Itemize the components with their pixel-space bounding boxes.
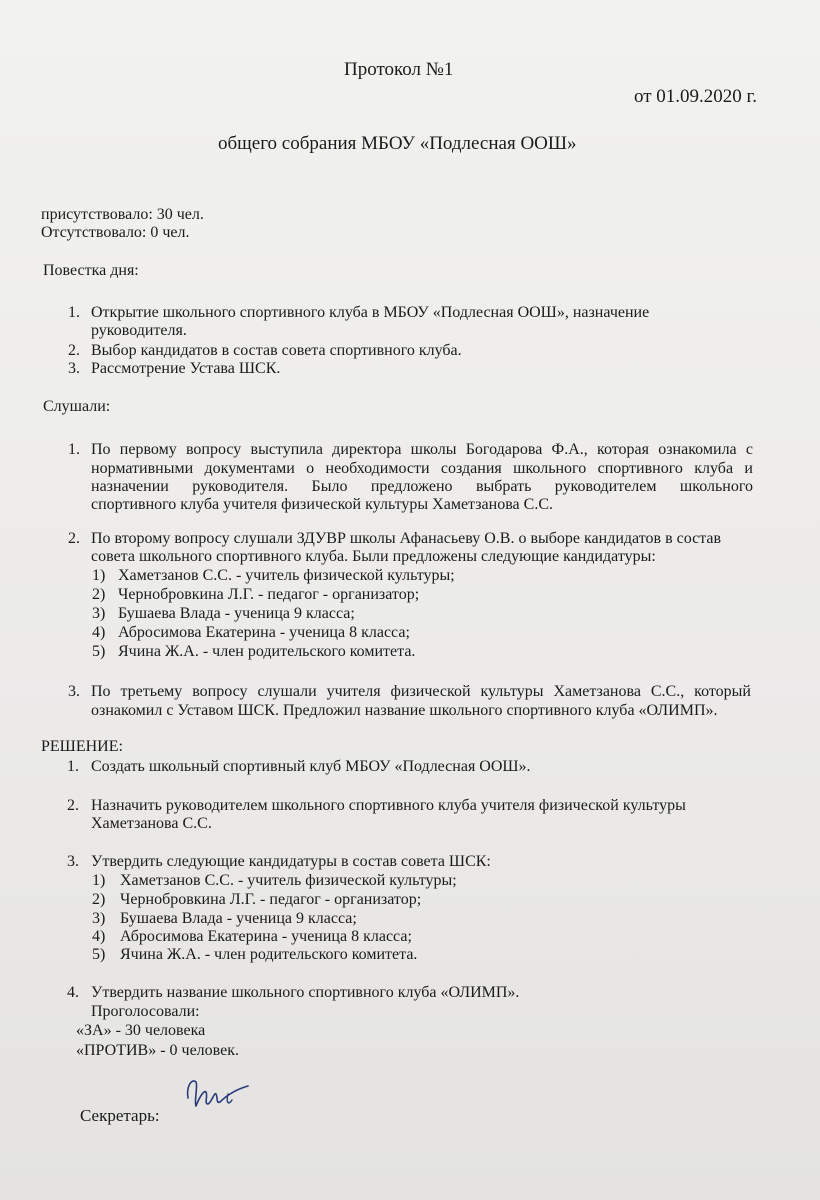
candidate-text: Абросимова Екатерина - ученица 8 класса;	[120, 928, 412, 945]
question-number: 2.	[68, 530, 80, 547]
agenda-item-text: Открытие школьного спортивного клуба в МБОУ «Подлесная ООШ», назначение	[91, 304, 650, 321]
candidate-text: Абросимова Екатерина - ученица 8 класса;	[118, 624, 410, 641]
candidate-number: 1)	[92, 872, 106, 889]
candidate-text: Чернобровкина Л.Г. - педагог - организатор;	[120, 891, 422, 908]
decision-text: Утвердить название школьного спортивного клуба «ОЛИМП».	[91, 984, 520, 1001]
candidate-number: 2)	[92, 891, 106, 908]
agenda-item-number: 1.	[68, 304, 80, 321]
decision-number: 3.	[67, 853, 79, 870]
candidate-number: 3)	[92, 910, 106, 927]
question-text: По второму вопросу слушали ЗДУВР школы Афанасьеву О.В. о выборе кандидатов в состав	[91, 530, 722, 547]
candidate-text: Чернобровкина Л.Г. - педагог - организатор;	[118, 586, 420, 603]
candidate-text: Бушаева Влада - ученица 9 класса;	[120, 910, 357, 927]
question-number: 1.	[68, 441, 80, 458]
candidate-number: 5)	[92, 643, 106, 660]
decision-text: Утвердить следующие кандидатуры в состав совета ШСК:	[91, 853, 491, 870]
candidate-number: 1)	[92, 567, 106, 584]
agenda-item-text: Выбор кандидатов в состав совета спортивного клуба.	[91, 342, 462, 359]
question-number: 3.	[68, 683, 80, 700]
candidate-number: 4)	[92, 928, 106, 945]
decision-heading: РЕШЕНИЕ:	[41, 738, 123, 755]
question-text: По третьему вопросу слушали учителя физической культуры Хаметзанова С.С., который	[91, 683, 751, 700]
question-text: совета школьного спортивного клуба. Были предложены следующие кандидатуры:	[91, 548, 656, 565]
candidate-number: 2)	[92, 586, 106, 603]
agenda-item-text: руководителя.	[91, 322, 187, 339]
document-title: Протокол №1	[344, 59, 454, 80]
question-text: нормативными документами о необходимости создания школьного спортивного клуба и	[91, 460, 753, 477]
question-text: ознакомил с Уставом ШСК. Предложил название школьного спортивного клуба «ОЛИМП».	[91, 702, 718, 719]
candidate-number: 3)	[92, 605, 106, 622]
candidate-text: Хаметзанов С.С. - учитель физической культуры;	[118, 567, 455, 584]
agenda-heading: Повестка дня:	[43, 262, 139, 279]
candidate-text: Хаметзанов С.С. - учитель физической культуры;	[120, 872, 457, 889]
agenda-item-text: Рассмотрение Устава ШСК.	[91, 360, 281, 377]
question-text: По первому вопросу выступила директора школы Богодарова Ф.А., которая ознакомила с	[91, 441, 753, 458]
heard-heading: Слушали:	[43, 398, 111, 415]
vote-against: «ПРОТИВ» - 0 человек.	[76, 1042, 239, 1059]
decision-number: 4.	[67, 984, 79, 1001]
question-text: спортивного клуба учителя физической культуры Хаметзанова С.С.	[91, 496, 553, 513]
handwritten-signature-icon	[182, 1072, 252, 1116]
vote-label: Проголосовали:	[91, 1003, 200, 1020]
candidate-text: Ячина Ж.А. - член родительского комитета.	[118, 643, 416, 660]
candidate-number: 5)	[92, 946, 106, 963]
attendance-present: присутствовало: 30 чел.	[41, 206, 204, 223]
decision-text: Назначить руководителем школьного спортивного клуба учителя физической культуры	[91, 797, 686, 814]
decision-text: Создать школьный спортивный клуб МБОУ «Подлесная ООШ».	[91, 758, 531, 775]
question-text: назначении руководителя. Было предложено выбрать руководителем школьного	[91, 478, 753, 495]
decision-number: 2.	[67, 797, 79, 814]
decision-number: 1.	[67, 758, 79, 775]
decision-text: Хаметзанова С.С.	[91, 815, 212, 832]
attendance-absent: Отсутствовало: 0 чел.	[41, 224, 190, 241]
document-subtitle: общего собрания МБОУ «Подлесная ООШ»	[218, 133, 577, 154]
secretary-label: Секретарь:	[80, 1106, 160, 1125]
document-date: от 01.09.2020 г.	[634, 86, 757, 107]
vote-for: «ЗА» - 30 человека	[76, 1022, 206, 1039]
candidate-text: Бушаева Влада - ученица 9 класса;	[118, 605, 355, 622]
candidate-number: 4)	[92, 624, 106, 641]
agenda-item-number: 2.	[68, 342, 80, 359]
candidate-text: Ячина Ж.А. - член родительского комитета.	[120, 946, 418, 963]
agenda-item-number: 3.	[68, 360, 80, 377]
